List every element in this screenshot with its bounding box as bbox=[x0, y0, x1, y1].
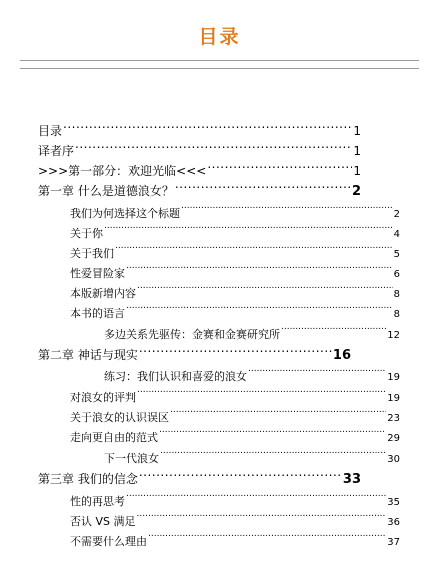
dot-leader bbox=[104, 219, 393, 237]
toc-entry-label: 译者序 bbox=[38, 144, 75, 158]
toc-entry-page: 37 bbox=[387, 537, 400, 548]
dot-leader bbox=[126, 259, 393, 277]
toc-entry-label: 第二章 神话与现实 bbox=[38, 348, 138, 362]
dot-leader bbox=[137, 383, 386, 401]
toc-entry-label: >>>第一部分：欢迎光临<<< bbox=[38, 164, 207, 178]
dot-leader bbox=[207, 157, 352, 175]
toc-entry-page: 30 bbox=[387, 454, 400, 465]
toc-entry-page: 5 bbox=[393, 249, 400, 260]
dot-leader bbox=[170, 403, 386, 421]
dot-leader bbox=[160, 444, 386, 462]
toc-entry-label: 第一章 什么是道德浪女？ bbox=[38, 184, 174, 198]
toc-entry-page: 1 bbox=[353, 124, 361, 138]
dot-leader bbox=[139, 341, 332, 359]
toc-entry[interactable] bbox=[70, 299, 400, 320]
toc-entry-label: 走向更自由的范式 bbox=[70, 431, 158, 444]
toc-entry[interactable] bbox=[70, 507, 400, 528]
dot-leader bbox=[281, 320, 386, 338]
toc-entry-label: 练习：我们认识和喜爱的浪女 bbox=[104, 370, 247, 383]
toc-entry-page: 2 bbox=[393, 209, 400, 220]
toc-entry-label: 我们为何选择这个标题 bbox=[70, 207, 180, 220]
toc-entry[interactable] bbox=[70, 527, 400, 548]
toc-entry-page: 33 bbox=[342, 472, 361, 487]
toc-entry-page: 16 bbox=[332, 348, 351, 363]
dot-leader bbox=[63, 117, 352, 135]
toc-entry[interactable] bbox=[104, 320, 400, 341]
toc-entry-label: 不需要什么理由 bbox=[70, 535, 147, 548]
toc-entry[interactable] bbox=[38, 137, 361, 158]
dot-leader bbox=[139, 465, 342, 483]
toc-entry[interactable] bbox=[38, 157, 361, 178]
toc-entry-page: 29 bbox=[387, 433, 400, 444]
toc-entry-label: 多边关系先驱传：金赛和金赛研究所 bbox=[104, 328, 280, 341]
toc-entry-label: 下一代浪女 bbox=[104, 452, 159, 465]
toc-entry-label: 对浪女的评判 bbox=[70, 391, 136, 404]
toc-entry-label: 目录 bbox=[38, 124, 63, 138]
toc-entry[interactable] bbox=[38, 465, 361, 487]
dot-leader bbox=[126, 487, 386, 505]
dot-leader bbox=[181, 199, 393, 217]
toc-entry-page: 1 bbox=[353, 144, 361, 158]
toc-entry-page: 19 bbox=[387, 393, 400, 404]
toc-entry[interactable] bbox=[70, 487, 400, 508]
toc-entry-page: 35 bbox=[387, 497, 400, 508]
toc-entry-page: 36 bbox=[387, 517, 400, 528]
dot-leader bbox=[137, 507, 387, 525]
toc-entry[interactable] bbox=[70, 403, 400, 424]
toc-entry-page: 8 bbox=[393, 289, 400, 300]
toc-entry[interactable] bbox=[70, 259, 400, 280]
toc-entry[interactable] bbox=[104, 444, 400, 465]
toc-entry-label: 关于我们 bbox=[70, 247, 114, 260]
page-title: 目录 bbox=[198, 26, 241, 48]
dot-leader bbox=[175, 177, 351, 195]
toc-entry[interactable] bbox=[70, 423, 400, 444]
toc-entry[interactable] bbox=[70, 239, 400, 260]
toc-entry-page: 2 bbox=[351, 184, 361, 199]
toc-entry-label: 性爱冒险家 bbox=[70, 267, 125, 280]
toc-entry[interactable] bbox=[70, 219, 400, 240]
dot-leader bbox=[126, 299, 393, 317]
toc-entry[interactable] bbox=[70, 279, 400, 300]
toc-entry[interactable] bbox=[104, 362, 400, 383]
dot-leader bbox=[148, 527, 386, 545]
toc-entry-page: 8 bbox=[393, 309, 400, 320]
dot-leader bbox=[248, 362, 386, 380]
toc-entry-label: 性的再思考 bbox=[70, 495, 125, 508]
toc-entry[interactable] bbox=[70, 383, 400, 404]
toc-entry-page: 19 bbox=[387, 372, 400, 383]
toc-entry-page: 4 bbox=[393, 229, 400, 240]
toc-entry-page: 12 bbox=[387, 330, 400, 341]
toc-entry-label: 否认 VS 满足 bbox=[70, 515, 136, 528]
toc-entry-label: 本书的语言 bbox=[70, 307, 125, 320]
dot-leader bbox=[115, 239, 393, 257]
toc-entry-page: 23 bbox=[387, 413, 400, 424]
toc-entry-label: 关于你 bbox=[70, 227, 103, 240]
dot-leader bbox=[159, 423, 386, 441]
toc-entry-label: 关于浪女的认识误区 bbox=[70, 411, 169, 424]
toc-entry[interactable] bbox=[38, 177, 361, 199]
toc-entry[interactable] bbox=[38, 117, 361, 138]
toc-entry[interactable] bbox=[38, 341, 351, 363]
toc-entry-label: 第三章 我们的信念 bbox=[38, 472, 138, 486]
toc-entry-page: 1 bbox=[353, 164, 361, 178]
toc-entry-label: 本版新增内容 bbox=[70, 287, 136, 300]
toc-entry[interactable] bbox=[70, 199, 400, 220]
toc-entry-page: 6 bbox=[393, 269, 400, 280]
dot-leader bbox=[75, 137, 352, 155]
dot-leader bbox=[137, 279, 393, 297]
